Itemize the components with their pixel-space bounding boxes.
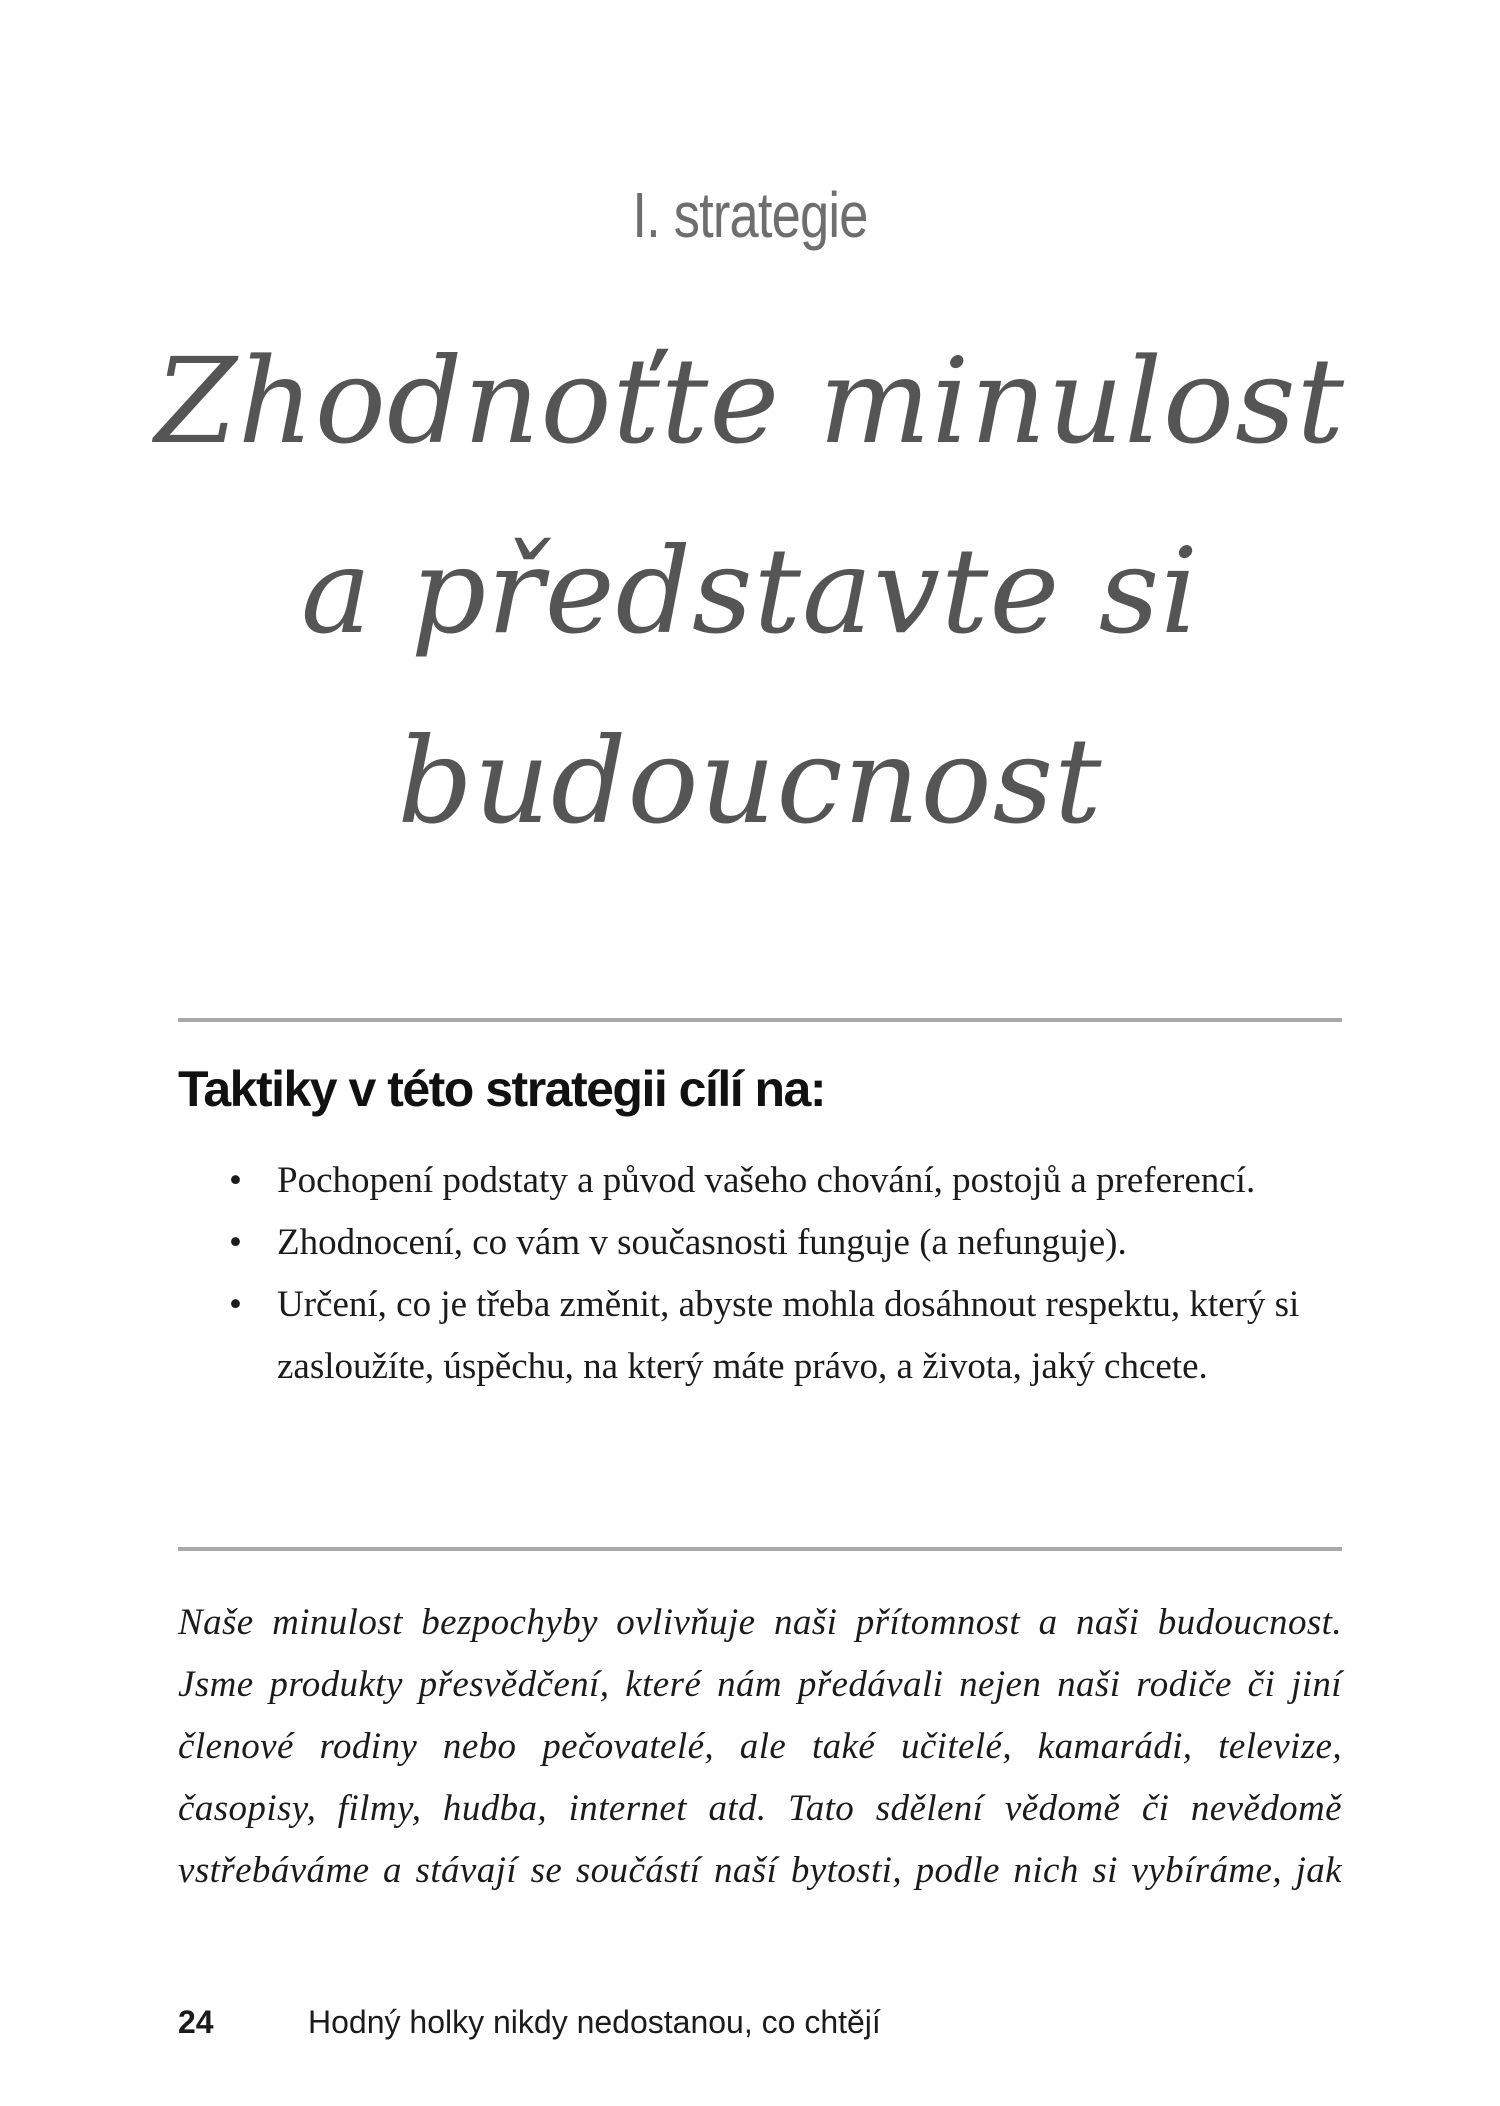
list-item bbox=[225, 1274, 1325, 1398]
list-item bbox=[225, 1150, 1325, 1212]
list-item bbox=[225, 1212, 1325, 1274]
page-number: 24 bbox=[178, 2004, 214, 2040]
list-item-text: Zhodnocení, co vám v současnosti funguje (a nefunguje). bbox=[277, 1222, 1127, 1263]
strategy-label: I. strategie bbox=[632, 179, 868, 251]
chapter-title bbox=[0, 306, 1500, 876]
tactics-heading: Taktiky v této strategii cílí na: bbox=[178, 1061, 826, 1117]
chapter-title-line: budoucnost bbox=[397, 712, 1103, 850]
running-title: Hodný holky nikdy nedostanou, co chtějí bbox=[308, 2004, 881, 2040]
page-footer bbox=[178, 2004, 881, 2041]
list-item-text: Určení, co je třeba změnit, abyste mohla dosáhnout respektu, který si zasloužíte, úspěchu, na který máte právo, a života, jaký chcete. bbox=[277, 1284, 1300, 1387]
bullet-icon: • bbox=[229, 1222, 242, 1263]
chapter-title-line: Zhodnoťte minulost bbox=[154, 332, 1346, 470]
section-divider-top bbox=[178, 1018, 1342, 1022]
bullet-icon: • bbox=[229, 1160, 242, 1201]
tactics-list bbox=[225, 1150, 1325, 1398]
section-divider-bottom bbox=[178, 1547, 1342, 1551]
chapter-title-line: a představte si bbox=[300, 522, 1200, 660]
body-paragraph: Naše minulost bezpochyby ovlivňuje naši přítomnost a naši budoucnost. Jsme produkty přesvědčení, které nám předávali nejen naši rodiče či jiní členové rodiny nebo pečovatelé, ale také učitelé, kamarádi, televize, časopisy, filmy, hudba, internet atd. Tato sdělení vědomě či nevědomě vstřebáváme a stávají se součástí naší bytosti, podle nich si vybíráme, jak bbox=[178, 1602, 1342, 1891]
list-item-text: Pochopení podstaty a původ vašeho chování, postojů a preferencí. bbox=[277, 1160, 1256, 1201]
bullet-icon: • bbox=[229, 1284, 242, 1325]
